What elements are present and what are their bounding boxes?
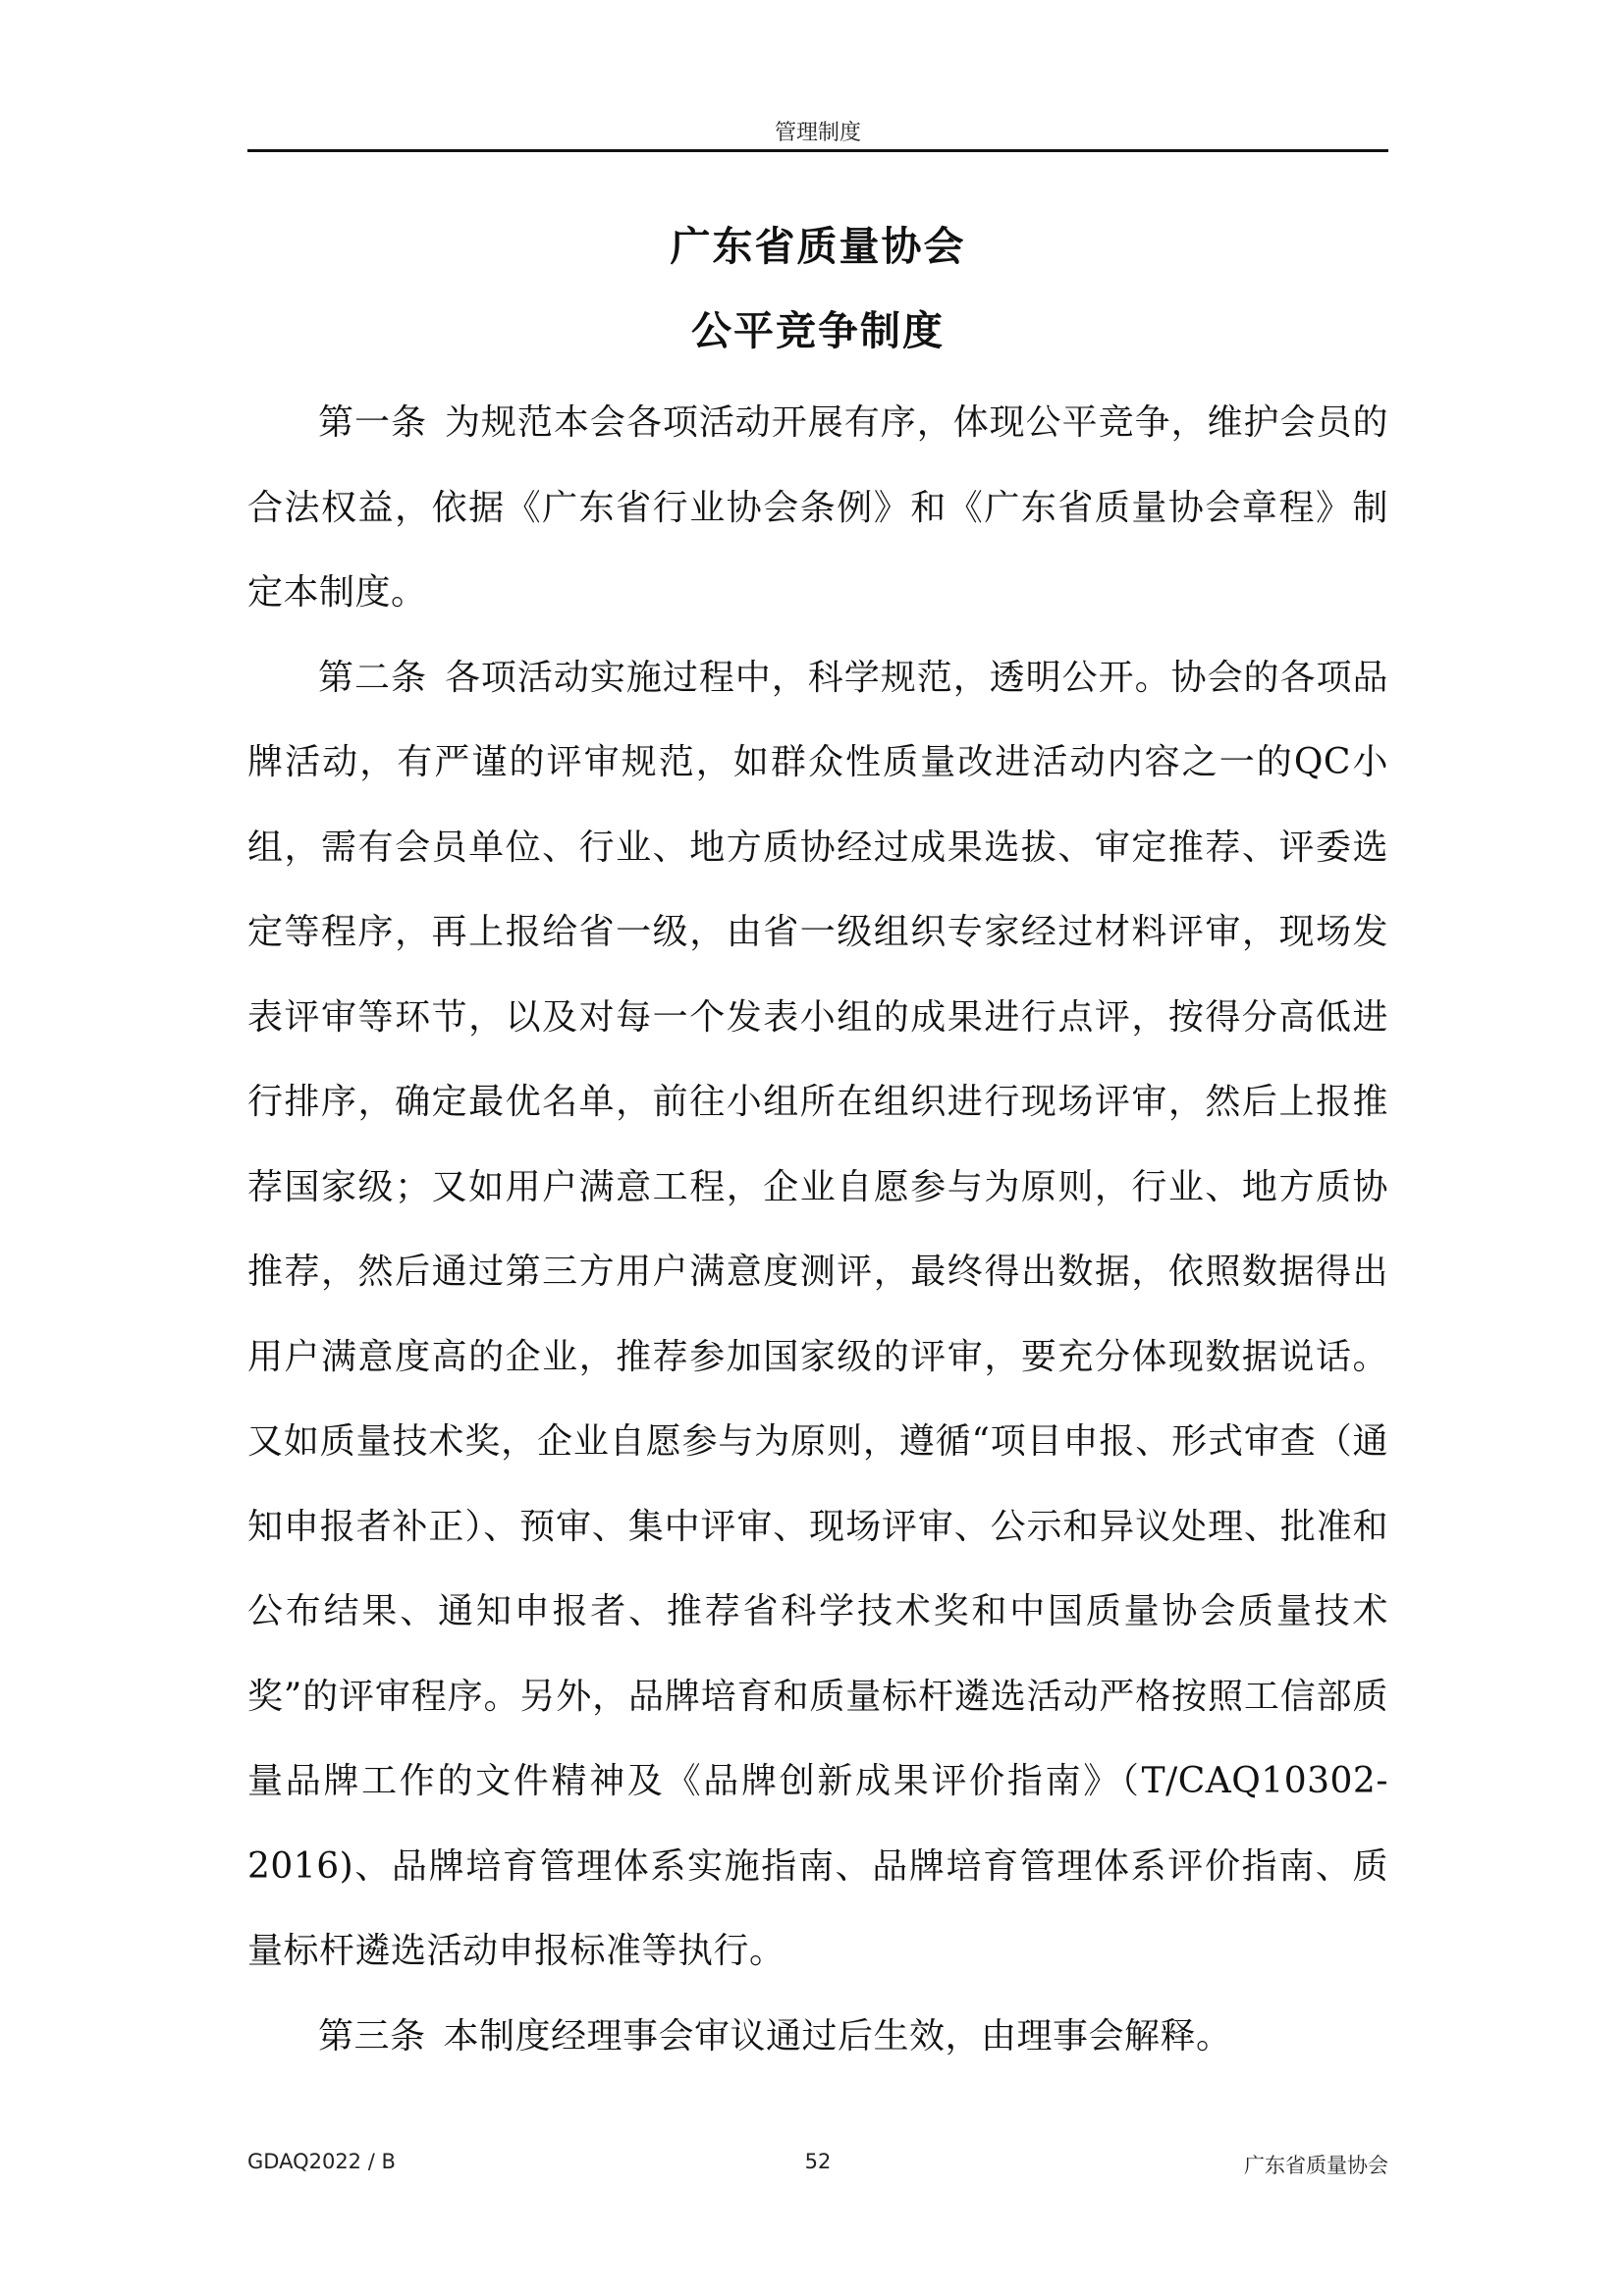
footer-page-number: 52 — [804, 2150, 832, 2173]
article-3-label: 第三条 — [318, 2015, 426, 2056]
header-divider — [247, 149, 1388, 152]
article-1-text: 为规范本会各项活动开展有序，体现公平竞争，维护会员的合法权益，依据《广东省行业协会条例》和《广东省质量协会章程》制定本制度。 — [247, 402, 1388, 613]
article-3-text: 本制度经理事会审议通过后生效，由理事会解释。 — [443, 2015, 1232, 2056]
page-footer — [247, 2150, 1388, 2179]
article-3 — [247, 1995, 1388, 2080]
article-1-label: 第一条 — [318, 402, 427, 443]
document-title-regulation: 公平竞争制度 — [691, 307, 945, 354]
article-2 — [247, 636, 1388, 1995]
article-2-text: 各项活动实施过程中，科学规范，透明公开。协会的各项品牌活动，有严谨的评审规范，如群众性质量改进活动内容之一的QC小组，需有会员单位、行业、地方质协经过成果选拔、审定推荐、评委选定等程序，再上报给省一级，由省一级组织专家经过材料评审，现场发表评审等环节，以及对每一个发表小组的成果进行点评，按得分高低进行排序，确定最优名单，前往小组所在组织进行现场评审，然后上报推荐国家级；又如用户满意工程，企业自愿参与为原则，行业、地方质协推荐，然后通过第三方用户满意度测评，最终得出数据，依照数据得出用户满意度高的企业，推荐参加国家级的评审，要充分体现数据说话。又如质量技术奖，企业自愿参与为原则，遵循“项目申报、形式审查（通知申报者补正）、预审、集中评审、现场评审、公示和异议处理、批准和公布结果、通知申报者、推荐省科学技术奖和中国质量协会质量技术奖”的评审程序。另外，品牌培育和质量标杆遴选活动严格按照工信部质量品牌工作的文件精神及《品牌创新成果评价指南》（T/CAQ10302-2016)、品牌培育管理体系实施指南、品牌培育管理体系评价指南、质量标杆遴选活动申报标准等执行。 — [247, 657, 1388, 1971]
document-title-organization: 广东省质量协会 — [670, 223, 966, 270]
document-body — [247, 381, 1388, 2079]
footer-organization: 广东省质量协会 — [1244, 2154, 1388, 2177]
page-header-title: 管理制度 — [774, 121, 861, 145]
article-1 — [247, 381, 1388, 636]
footer-document-code: GDAQ2022 / B — [247, 2150, 396, 2173]
article-2-label: 第二条 — [318, 657, 427, 698]
